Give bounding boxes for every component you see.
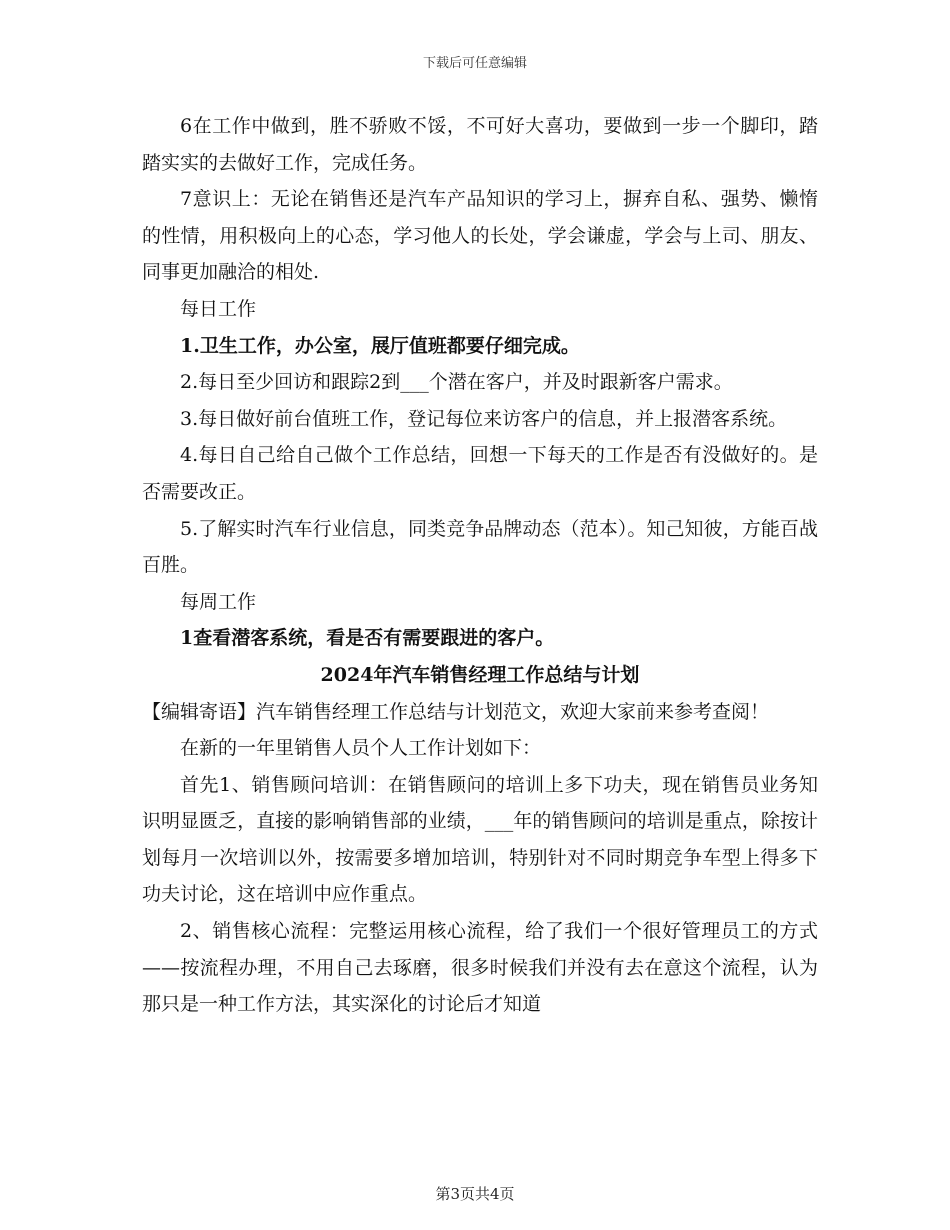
paragraph-item-7: 7意识上：无论在销售还是汽车产品知识的学习上，摒弃自私、强势、懒惰的性情，用积极向上的心态，学习他人的长处，学会谦虚，学会与上司、朋友、同事更加融洽的相处. [142, 188, 818, 284]
editor-note: 【编辑寄语】汽车销售经理工作总结与计划范文，欢迎大家前来参考查阅！ [142, 700, 770, 723]
plan-item-training: 首先1、销售顾问培训：在销售顾问的培训上多下功夫，现在销售员业务知识明显匮乏，直接的影响销售部的业绩，___年的销售顾问的培训是重点，除按计划每月一次培训以外，按需要多增加培训，特别针对不同时期竞争车型上得多下功夫讨论，这在培训中应作重点。 [142, 773, 818, 906]
daily-task-1: 1.卫生工作，办公室，展厅值班都要仔细完成。 [180, 334, 580, 357]
plan-intro: 在新的一年里销售人员个人工作计划如下： [180, 737, 542, 760]
document-body [142, 108, 818, 1023]
daily-task-5: 5.了解实时汽车行业信息，同类竞争品牌动态（范本）。知己知彼，方能百战百胜。 [142, 517, 818, 577]
daily-task-2: 2.每日至少回访和跟踪2到___个潜在客户，并及时跟新客户需求。 [180, 371, 733, 394]
paragraph-item-6: 6在工作中做到，胜不骄败不馁，不可好大喜功，要做到一步一个脚印，踏踏实实的去做好工作，完成任务。 [142, 115, 818, 174]
plan-item-core-process: 2、销售核心流程：完整运用核心流程，给了我们一个很好管理员工的方式——按流程办理，不用自己去琢磨，很多时候我们并没有去在意这个流程，认为那只是一种工作方法，其实深化的讨论后才知道 [142, 920, 818, 1016]
section-title: 2024年汽车销售经理工作总结与计划 [320, 663, 640, 686]
subheading-daily-work: 每日工作 [180, 297, 257, 320]
page-header: 下载后可任意编辑 [422, 56, 527, 71]
weekly-task-1: 1查看潜客系统，看是否有需要跟进的客户。 [180, 627, 555, 650]
page-footer: 第3页共4页 [435, 1185, 515, 1203]
subheading-weekly-work: 每周工作 [180, 590, 257, 613]
daily-task-3: 3.每日做好前台值班工作，登记每位来访客户的信息，并上报潜客系统。 [180, 407, 788, 430]
daily-task-4: 4.每日自己给自己做个工作总结，回想一下每天的工作是否有没做好的。是否需要改正。 [142, 444, 818, 503]
